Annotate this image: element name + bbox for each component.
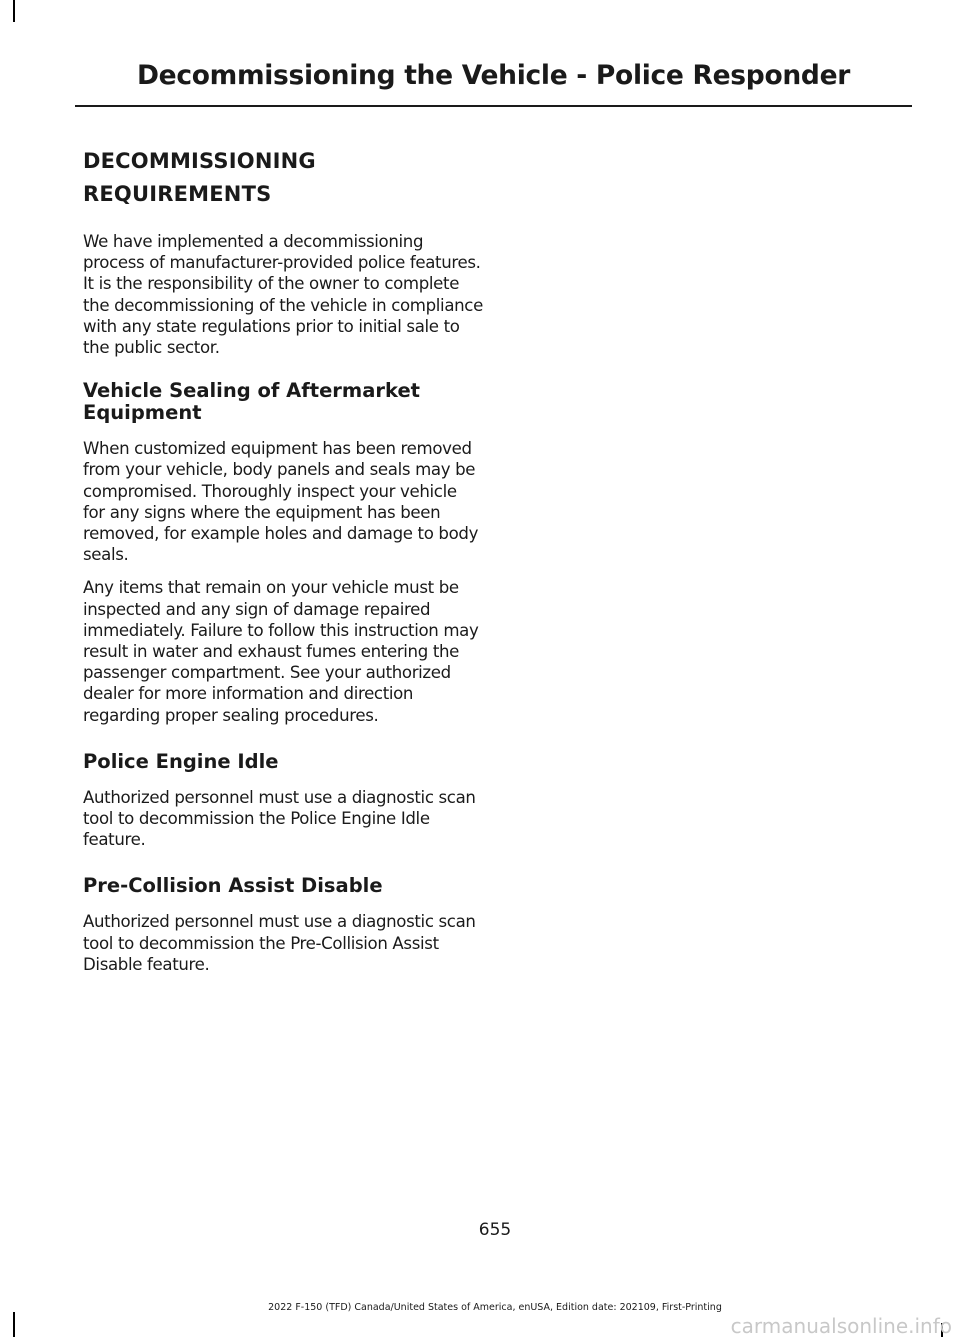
section-title xyxy=(83,145,483,211)
section-title-line2: REQUIREMENTS xyxy=(83,182,272,206)
heading-pre-collision-assist: Pre-Collision Assist Disable xyxy=(83,874,383,898)
heading-police-engine-idle: Police Engine Idle xyxy=(83,749,279,773)
page-header-title: Decommissioning the Vehicle - Police Responder xyxy=(136,60,851,91)
watermark-text: carmanualsonline.info xyxy=(730,1314,952,1338)
paragraph-vehicle-sealing-1: When customized equipment has been removed from your vehicle, body panels and seals may be compromised. Thoroughly inspect your vehicle for any signs where the equipment has been removed, for example holes and damage to body seals. xyxy=(83,439,479,565)
header-divider xyxy=(75,105,912,107)
heading-vehicle-sealing: Vehicle Sealing of Aftermarket Equipment xyxy=(83,379,420,425)
page-number: 655 xyxy=(478,1220,512,1240)
main-content xyxy=(83,145,483,987)
section-title-line1: DECOMMISSIONING xyxy=(83,149,316,173)
intro-paragraph: We have implemented a decommissioning process of manufacturer-provided police features. It is the responsibility of the owner to complete the decommissioning of the vehicle in compliance with any state regulations prior to initial sale to the public sector. xyxy=(83,232,483,358)
crop-mark-bottom-left xyxy=(13,1312,15,1337)
paragraph-pre-collision-assist: Authorized personnel must use a diagnostic scan tool to decommission the Pre-Collision Assist Disable feature. xyxy=(83,912,476,974)
crop-mark-top-left xyxy=(13,0,15,22)
paragraph-police-engine-idle: Authorized personnel must use a diagnostic scan tool to decommission the Police Engine Idle feature. xyxy=(83,787,476,850)
paragraph-vehicle-sealing-2: Any items that remain on your vehicle must be inspected and any sign of damage repaired immediately. Failure to follow this instruction may result in water and exhaust fumes entering the passenger compartment. See your authorized dealer for more information and direction regarding proper sealing procedures. xyxy=(83,578,479,725)
footer-edition-text: 2022 F-150 (TFD) Canada/United States of America, enUSA, Edition date: 202109, First-Printing xyxy=(268,1302,722,1313)
